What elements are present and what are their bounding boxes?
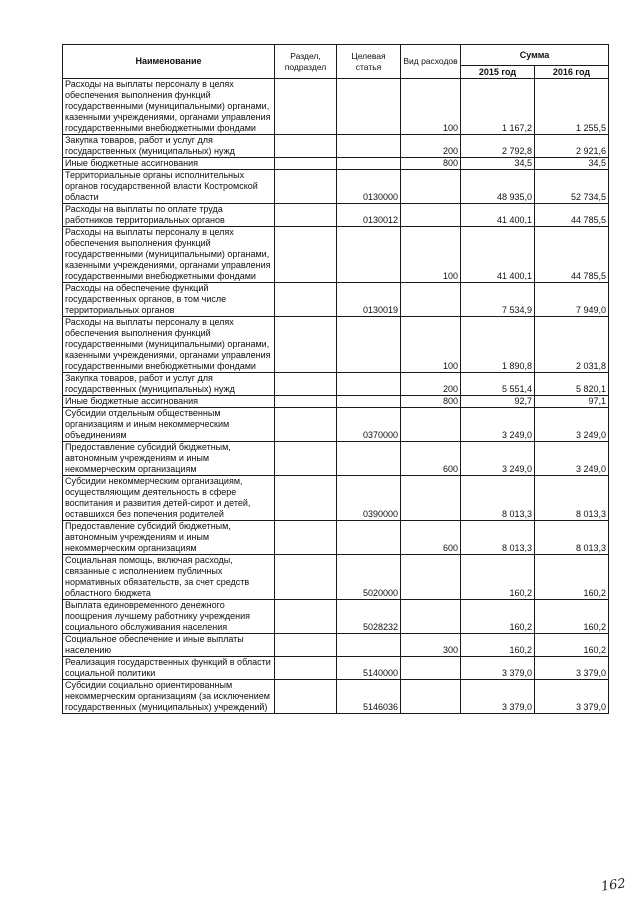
row-2015: 3 379,0 xyxy=(461,680,535,714)
row-2016: 160,2 xyxy=(535,555,609,600)
row-type: 800 xyxy=(401,396,461,408)
row-2016: 8 013,3 xyxy=(535,521,609,555)
row-type xyxy=(401,476,461,521)
header-2016: 2016 год xyxy=(535,66,609,79)
table-header-row xyxy=(63,45,609,66)
row-target xyxy=(337,442,401,476)
table-row xyxy=(63,317,609,373)
row-type xyxy=(401,680,461,714)
row-section xyxy=(275,476,337,521)
row-2015: 2 792,8 xyxy=(461,135,535,158)
row-type: 100 xyxy=(401,317,461,373)
row-target xyxy=(337,396,401,408)
row-name: Социальная помощь, включая расходы, связанные с исполнением публичных нормативных обязательств, за счет средств областного бюджета xyxy=(63,555,275,600)
table-row xyxy=(63,373,609,396)
table-row xyxy=(63,442,609,476)
header-name: Наименование xyxy=(63,45,275,79)
table-row xyxy=(63,283,609,317)
row-2015: 92,7 xyxy=(461,396,535,408)
row-target xyxy=(337,373,401,396)
table-row xyxy=(63,555,609,600)
row-name: Иные бюджетные ассигнования xyxy=(63,396,275,408)
row-name: Закупка товаров, работ и услуг для государственных (муниципальных) нужд xyxy=(63,135,275,158)
table-row xyxy=(63,600,609,634)
row-type: 800 xyxy=(401,158,461,170)
row-section xyxy=(275,408,337,442)
row-2016: 52 734,5 xyxy=(535,170,609,204)
row-2016: 3 379,0 xyxy=(535,657,609,680)
row-2016: 44 785,5 xyxy=(535,204,609,227)
table-row xyxy=(63,634,609,657)
header-2015: 2015 год xyxy=(461,66,535,79)
row-name: Реализация государственных функций в области социальной политики xyxy=(63,657,275,680)
row-section xyxy=(275,158,337,170)
row-section xyxy=(275,170,337,204)
row-section xyxy=(275,396,337,408)
row-target xyxy=(337,634,401,657)
row-2015: 41 400,1 xyxy=(461,227,535,283)
table-row xyxy=(63,135,609,158)
header-sum: Сумма xyxy=(461,45,609,66)
row-2016: 8 013,3 xyxy=(535,476,609,521)
budget-table xyxy=(62,44,609,714)
row-type xyxy=(401,600,461,634)
table-row xyxy=(63,204,609,227)
table-body xyxy=(63,79,609,714)
row-section xyxy=(275,521,337,555)
row-type xyxy=(401,555,461,600)
budget-table-sheet xyxy=(62,44,608,714)
row-type xyxy=(401,204,461,227)
row-section xyxy=(275,555,337,600)
row-type xyxy=(401,170,461,204)
row-target: 0130012 xyxy=(337,204,401,227)
row-section xyxy=(275,204,337,227)
header-type: Вид расходов xyxy=(401,45,461,79)
table-row xyxy=(63,680,609,714)
row-section xyxy=(275,283,337,317)
row-name: Предоставление субсидий бюджетным, автономным учреждениям и иным некоммерческим организациям xyxy=(63,442,275,476)
row-section xyxy=(275,373,337,396)
row-2015: 1 890,8 xyxy=(461,317,535,373)
row-2015: 1 167,2 xyxy=(461,79,535,135)
row-name: Расходы на выплаты персоналу в целях обеспечения выполнения функций государственными (муниципальными) органами, казенными учреждениями, органами управления государственными внебюджетными фондами xyxy=(63,227,275,283)
row-section xyxy=(275,600,337,634)
row-2015: 7 534,9 xyxy=(461,283,535,317)
row-section xyxy=(275,634,337,657)
row-type: 200 xyxy=(401,135,461,158)
row-name: Расходы на выплаты персоналу в целях обеспечения выполнения функций государственными (муниципальными) органами, казенными учреждениями, органами управления государственными внебюджетными фондами xyxy=(63,317,275,373)
row-2015: 5 551,4 xyxy=(461,373,535,396)
row-section xyxy=(275,227,337,283)
row-type xyxy=(401,657,461,680)
row-target: 5146036 xyxy=(337,680,401,714)
row-2015: 160,2 xyxy=(461,634,535,657)
row-2015: 41 400,1 xyxy=(461,204,535,227)
row-name: Выплата единовременного денежного поощрения лучшему работнику учреждения социального обслуживания населения xyxy=(63,600,275,634)
row-2016: 160,2 xyxy=(535,600,609,634)
row-2016: 7 949,0 xyxy=(535,283,609,317)
row-2015: 3 249,0 xyxy=(461,408,535,442)
row-2016: 160,2 xyxy=(535,634,609,657)
row-target xyxy=(337,158,401,170)
table-row xyxy=(63,396,609,408)
row-type: 200 xyxy=(401,373,461,396)
row-target xyxy=(337,135,401,158)
row-2015: 34,5 xyxy=(461,158,535,170)
row-2015: 8 013,3 xyxy=(461,476,535,521)
row-2016: 34,5 xyxy=(535,158,609,170)
row-2015: 160,2 xyxy=(461,555,535,600)
row-name: Закупка товаров, работ и услуг для государственных (муниципальных) нужд xyxy=(63,373,275,396)
row-2015: 3 379,0 xyxy=(461,657,535,680)
row-2016: 97,1 xyxy=(535,396,609,408)
row-2016: 44 785,5 xyxy=(535,227,609,283)
row-2016: 1 255,5 xyxy=(535,79,609,135)
table-row xyxy=(63,79,609,135)
row-2016: 3 249,0 xyxy=(535,442,609,476)
row-target: 5020000 xyxy=(337,555,401,600)
row-section xyxy=(275,657,337,680)
row-2016: 3 379,0 xyxy=(535,680,609,714)
row-type: 100 xyxy=(401,227,461,283)
row-name: Субсидии социально ориентированным некоммерческим организациям (за исключением государственных (муниципальных) учреждений) xyxy=(63,680,275,714)
row-2015: 160,2 xyxy=(461,600,535,634)
row-name: Субсидии отдельным общественным организациям и иным некоммерческим объединениям xyxy=(63,408,275,442)
table-row xyxy=(63,170,609,204)
row-2016: 2 031,8 xyxy=(535,317,609,373)
row-target xyxy=(337,79,401,135)
row-target xyxy=(337,227,401,283)
table-row xyxy=(63,158,609,170)
row-type: 600 xyxy=(401,521,461,555)
row-2015: 8 013,3 xyxy=(461,521,535,555)
row-2015: 3 249,0 xyxy=(461,442,535,476)
page-number-handwritten: 162 xyxy=(600,876,627,895)
table-row xyxy=(63,476,609,521)
row-target xyxy=(337,317,401,373)
row-2015: 48 935,0 xyxy=(461,170,535,204)
row-target: 0370000 xyxy=(337,408,401,442)
row-name: Расходы на выплаты по оплате труда работников территориальных органов xyxy=(63,204,275,227)
row-name: Социальное обеспечение и иные выплаты населению xyxy=(63,634,275,657)
row-name: Предоставление субсидий бюджетным, автономным учреждениям и иным некоммерческим организациям xyxy=(63,521,275,555)
row-target: 5028232 xyxy=(337,600,401,634)
row-name: Иные бюджетные ассигнования xyxy=(63,158,275,170)
row-section xyxy=(275,317,337,373)
row-name: Субсидии некоммерческим организациям, осуществляющим деятельность в сфере воспитания и развития детей-сирот и детей, оставшихся без попечения родителей xyxy=(63,476,275,521)
row-2016: 2 921,6 xyxy=(535,135,609,158)
row-type: 600 xyxy=(401,442,461,476)
row-type: 100 xyxy=(401,79,461,135)
row-target: 0390000 xyxy=(337,476,401,521)
row-type: 300 xyxy=(401,634,461,657)
table-row xyxy=(63,521,609,555)
row-target xyxy=(337,521,401,555)
row-type xyxy=(401,283,461,317)
row-name: Расходы на обеспечение функций государственных органов, в том числе территориальных органов xyxy=(63,283,275,317)
table-row xyxy=(63,227,609,283)
table-row xyxy=(63,408,609,442)
row-section xyxy=(275,79,337,135)
row-2016: 3 249,0 xyxy=(535,408,609,442)
header-target: Целевая статья xyxy=(337,45,401,79)
row-section xyxy=(275,135,337,158)
header-section: Раздел, подраздел xyxy=(275,45,337,79)
row-target: 0130019 xyxy=(337,283,401,317)
row-section xyxy=(275,442,337,476)
row-name: Территориальные органы исполнительных органов государственной власти Костромской области xyxy=(63,170,275,204)
row-section xyxy=(275,680,337,714)
table-row xyxy=(63,657,609,680)
row-target: 0130000 xyxy=(337,170,401,204)
row-2016: 5 820,1 xyxy=(535,373,609,396)
row-type xyxy=(401,408,461,442)
row-target: 5140000 xyxy=(337,657,401,680)
row-name: Расходы на выплаты персоналу в целях обеспечения выполнения функций государственными (муниципальными) органами, казенными учреждениями, органами управления государственными внебюджетными фондами xyxy=(63,79,275,135)
